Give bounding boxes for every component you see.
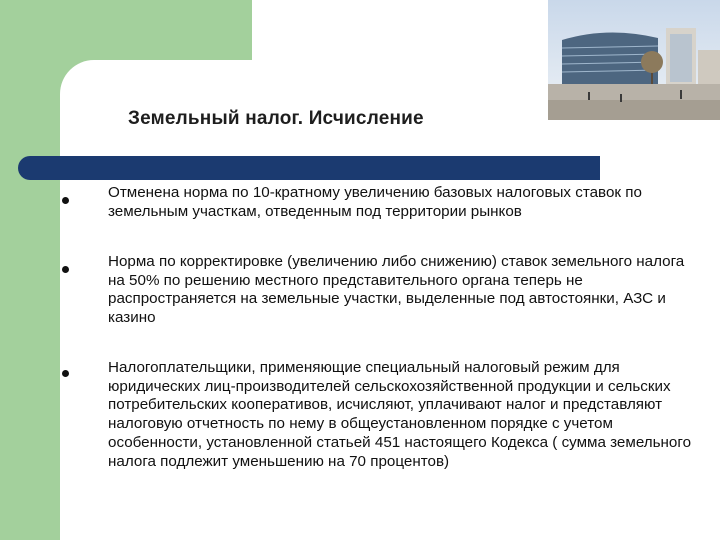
list-item: Норма по корректировке (увеличению либо снижению) ставок земельного налога на 50% по решению местного представительного органа теперь не распространяется на земельные участки, выделенные под автостоянки, АЗС и казино	[108, 253, 685, 327]
building-photo-icon	[548, 0, 720, 120]
title-divider-bar	[18, 156, 600, 180]
bullet-icon	[62, 197, 69, 204]
bullet-icon	[62, 266, 69, 273]
list-item: Налогоплательщики, применяющие специальный налоговый режим для юридических лиц-производителей сельскохозяйственной продукции и сельских потребительских кооперативов, исчисляют, уплачивают налог и представляют налоговую отчетность по нему в общеустановленном порядке с учетом особенности, установленной статьей 451 настоящего Кодекса ( сумма земельного налога подлежит уменьшению на 70 процентов)	[108, 359, 692, 470]
list-item: Отменена норма по 10-кратному увеличению базовых налоговых ставок по земельным участкам, отведенным под территории рынков	[108, 184, 642, 220]
slide-title: Земельный налог. Исчисление	[128, 108, 424, 129]
bullet-icon	[62, 370, 69, 377]
building-photo	[548, 0, 720, 120]
